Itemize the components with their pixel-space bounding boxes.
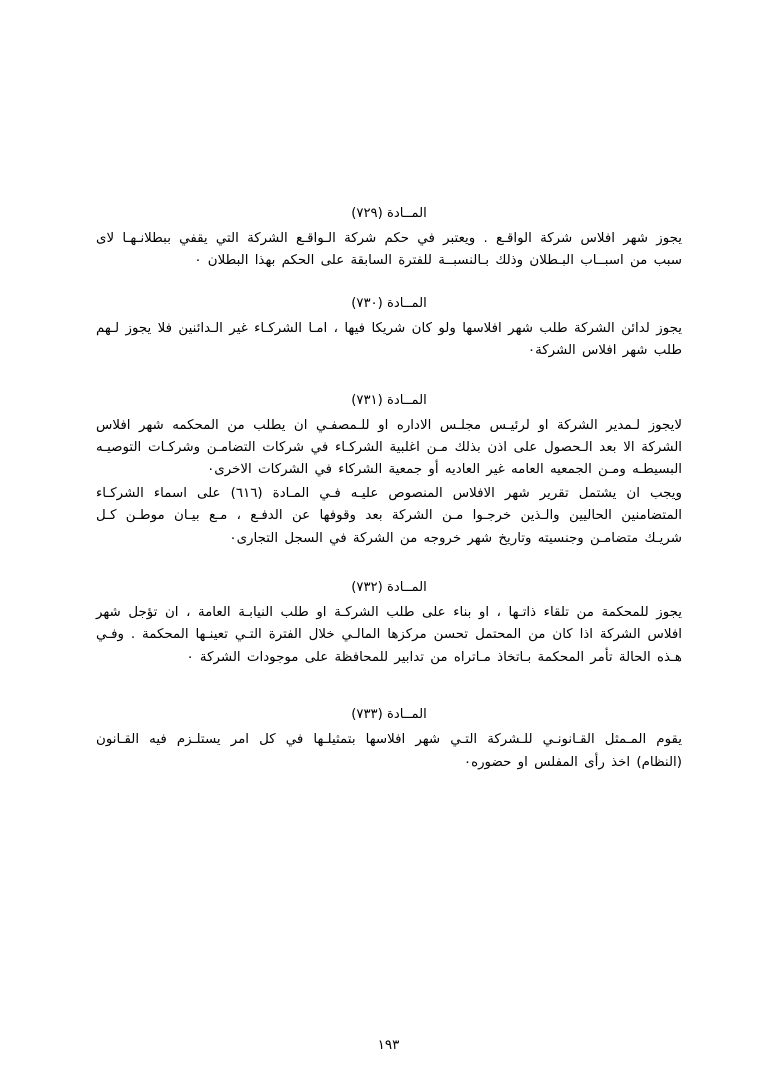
article-heading: المــادة (٧٣٣) xyxy=(351,707,427,723)
article-block xyxy=(96,296,682,363)
article-paragraph: يجوز لدائن الشركة طلب شهر افلاسها ولو كان شريكا فيها ، امـا الشركـاء غير الـدائنين فلا يجوز لـهم طلب شهر افلاس الشركة٠ xyxy=(96,320,682,359)
article-paragraph: يجوز للمحكمة من تلقاء ذاتـها ، او بناء على طلب الشركـة او طلب النيابـة العامة ، ان تؤجل شهر افلاس الشركة اذا كان من المحتمل تحسن مركزها المالـي خلال الفترة التـي تعينـها المحكمة . وفـي هـذه الحالة تأمر المحكمة بـاتخاذ مـاتراه من تدابير للمحافظة على موجودات الشركة ٠ xyxy=(96,605,682,665)
article-heading: المــادة (٧٣١) xyxy=(351,392,427,408)
spacer xyxy=(96,381,682,393)
spacer xyxy=(96,687,682,707)
page-number: ١٩٣ xyxy=(377,1037,400,1053)
spacer xyxy=(96,568,682,580)
article-paragraph: لايجوز لـمدير الشركة او لرئيـس مجلـس الاداره او للـمصفـي ان يطلب من المحكمه شهر افلاس الشركة الا بعد الـحصول على اذن بذلك مـن اغلبية الشركـاء في شركات التضامـن وشركـات التوصيـه البسيطـه ومـن الجمعيه العامه غير العاديه أو جمعية الشركاء في الشركات الاخرى٠ xyxy=(96,417,682,478)
article-heading: المــادة (٧٣٠) xyxy=(351,295,427,311)
article-block xyxy=(96,206,682,273)
article-paragraph: يجوز شهر افلاس شركة الواقـع . ويعتبر في حكم شركة الـواقـع الشركة التي يقفي ببطلانـهـا لاى سبب من اسبــاب البـطلان وذلك بـالنسبــة للفترة السابقة على الحكم بهذا البطلان ٠ xyxy=(96,231,682,269)
article-block xyxy=(96,580,682,669)
article-block xyxy=(96,707,682,774)
article-block xyxy=(96,393,682,550)
article-heading: المــادة (٧٢٩) xyxy=(351,206,427,221)
article-heading: المــادة (٧٣٢) xyxy=(351,580,427,596)
article-paragraph: ويجب ان يشتمل تقرير شهر الافلاس المنصوص عليـه فـي المـادة (٦١٦) على اسماء الشركـاء المتضامنين الحاليين والـذين خرجـوا مـن الشركة بعد وقوفها عن الدفـع ، مـع بيـان موطـن كـل شريـك متضامـن وجنسيته وتاريخ شهر خروجه من الشركة في السجل التجارى٠ xyxy=(96,485,682,546)
article-paragraph: يقوم المـمثل القـانونـي للـشركة التـي شهر افلاسها بتمثيلـها في كل امر يستلـزم فيه القـانون (النظام) اخذ رأى المفلس او حضوره٠ xyxy=(96,732,682,770)
document-body xyxy=(96,206,682,792)
